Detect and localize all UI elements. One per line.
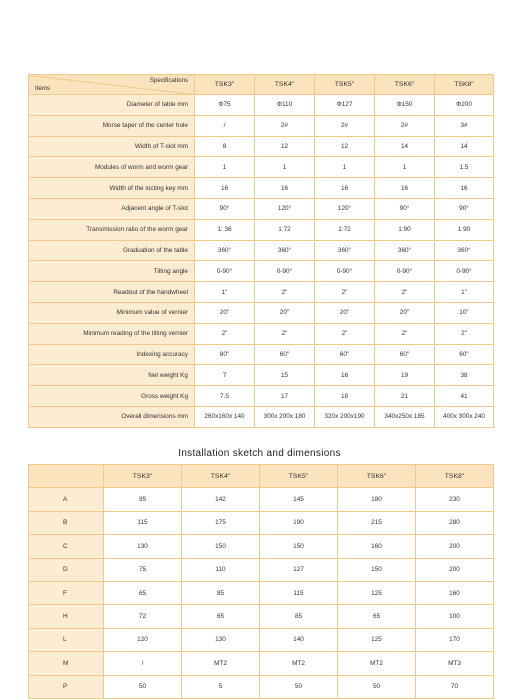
spec-cell: 1: 36 bbox=[195, 219, 255, 240]
spec-cell: 360° bbox=[195, 240, 255, 261]
dim-cell: 115 bbox=[260, 581, 338, 604]
spec-cell: 2" bbox=[435, 323, 494, 344]
spec-cell: 2" bbox=[315, 323, 375, 344]
dim-col-header: TSK8" bbox=[416, 465, 494, 488]
spec-row bbox=[29, 240, 494, 261]
spec-row-label: Morse taper of the center hole bbox=[29, 115, 195, 136]
spec-cell: 16 bbox=[315, 365, 375, 386]
dim-cell: 65 bbox=[182, 605, 260, 628]
dim-cell: / bbox=[104, 652, 182, 675]
dim-cell: 150 bbox=[182, 535, 260, 558]
dim-cell: 180 bbox=[338, 488, 416, 511]
dim-cell: 130 bbox=[104, 535, 182, 558]
spec-cell: 1 bbox=[255, 157, 315, 178]
spec-row bbox=[29, 115, 494, 136]
spec-header-row bbox=[29, 75, 494, 95]
dim-cell: MT2 bbox=[260, 652, 338, 675]
dim-cell: 95 bbox=[104, 488, 182, 511]
spec-cell: 360° bbox=[435, 240, 494, 261]
spec-cell: 60" bbox=[315, 344, 375, 365]
spec-cell: 21 bbox=[375, 386, 435, 407]
dim-cell: 150 bbox=[260, 535, 338, 558]
spec-col-header: TSK6" bbox=[375, 75, 435, 95]
dim-cell: 130 bbox=[182, 628, 260, 651]
spec-cell: 1" bbox=[195, 282, 255, 303]
dim-col-header: TSK5" bbox=[260, 465, 338, 488]
dim-row bbox=[29, 488, 494, 511]
dim-cell: 145 bbox=[260, 488, 338, 511]
dim-cell: 200 bbox=[416, 558, 494, 581]
spec-row-label: Width of T-slot mm bbox=[29, 136, 195, 157]
dim-cell: 65 bbox=[104, 581, 182, 604]
spec-cell: 360° bbox=[315, 240, 375, 261]
spec-row-label: Graduation of the table bbox=[29, 240, 195, 261]
dim-row bbox=[29, 652, 494, 675]
spec-cell: 19 bbox=[375, 365, 435, 386]
spec-col-header: TSK8" bbox=[435, 75, 494, 95]
spec-cell: 360° bbox=[375, 240, 435, 261]
dim-cell: 72 bbox=[104, 605, 182, 628]
dim-cell: 140 bbox=[260, 628, 338, 651]
dim-cell: 50 bbox=[338, 675, 416, 698]
dim-row-label: D bbox=[29, 558, 104, 581]
spec-cell: 2" bbox=[195, 323, 255, 344]
spec-row bbox=[29, 323, 494, 344]
spec-cell: 17 bbox=[255, 386, 315, 407]
spec-cell: 2" bbox=[255, 323, 315, 344]
spec-row-label: Adjacent angle of T-slot bbox=[29, 198, 195, 219]
dim-cell: 142 bbox=[182, 488, 260, 511]
dim-cell: 5 bbox=[182, 675, 260, 698]
dim-corner-cell bbox=[29, 465, 104, 488]
spec-row-label: Tilting angle bbox=[29, 261, 195, 282]
dim-row-label: M bbox=[29, 652, 104, 675]
dim-row-label: F bbox=[29, 581, 104, 604]
dim-cell: 215 bbox=[338, 511, 416, 534]
spec-cell: 90° bbox=[435, 198, 494, 219]
dim-row bbox=[29, 511, 494, 534]
spec-cell: 16 bbox=[435, 178, 494, 199]
spec-cell: 300x 200x 180 bbox=[255, 406, 315, 427]
dim-row-label: L bbox=[29, 628, 104, 651]
dim-cell: MT3 bbox=[416, 652, 494, 675]
dim-cell: 115 bbox=[104, 511, 182, 534]
spec-cell: 2" bbox=[315, 282, 375, 303]
spec-cell: 400x 300x 240 bbox=[435, 406, 494, 427]
dim-cell: MT2 bbox=[182, 652, 260, 675]
dim-cell: 70 bbox=[416, 675, 494, 698]
spec-row-label: Modules of worm and worm gear bbox=[29, 157, 195, 178]
spec-cell: 20" bbox=[255, 302, 315, 323]
spec-corner-cell bbox=[29, 75, 195, 95]
dim-row bbox=[29, 581, 494, 604]
spec-row bbox=[29, 157, 494, 178]
spec-row bbox=[29, 386, 494, 407]
spec-col-header: TSK5" bbox=[315, 75, 375, 95]
spec-cell: 1:72 bbox=[315, 219, 375, 240]
spec-row-label: Transmission ratio of the worm gear bbox=[29, 219, 195, 240]
dim-row bbox=[29, 535, 494, 558]
dim-cell: 120 bbox=[104, 628, 182, 651]
spec-row bbox=[29, 261, 494, 282]
spec-cell: 2" bbox=[255, 282, 315, 303]
dim-row-label: A bbox=[29, 488, 104, 511]
dim-cell: 125 bbox=[338, 628, 416, 651]
items-label: Items bbox=[35, 85, 51, 92]
spec-cell: 2" bbox=[375, 323, 435, 344]
spec-row bbox=[29, 95, 494, 116]
spec-cell: 15 bbox=[255, 365, 315, 386]
dim-cell: 160 bbox=[338, 535, 416, 558]
spec-cell: 1 bbox=[375, 157, 435, 178]
spec-cell: Φ127 bbox=[315, 95, 375, 116]
spec-cell: 1" bbox=[435, 282, 494, 303]
spec-row-label: Diameter of table mm bbox=[29, 95, 195, 116]
dim-cell: 127 bbox=[260, 558, 338, 581]
spec-row-label: Indexing accuracy bbox=[29, 344, 195, 365]
specifications-label: Specifications bbox=[149, 77, 188, 84]
spec-cell: 320x 200x190 bbox=[315, 406, 375, 427]
spec-cell: Φ150 bbox=[375, 95, 435, 116]
spec-row bbox=[29, 136, 494, 157]
dim-row bbox=[29, 675, 494, 698]
spec-row bbox=[29, 365, 494, 386]
spec-row bbox=[29, 178, 494, 199]
spec-cell: 12 bbox=[255, 136, 315, 157]
spec-cell: 0-90° bbox=[255, 261, 315, 282]
spec-cell: 41 bbox=[435, 386, 494, 407]
spec-row-label: Width of the locting key mm bbox=[29, 178, 195, 199]
spec-row bbox=[29, 344, 494, 365]
spec-cell: 14 bbox=[435, 136, 494, 157]
dim-col-header: TSK6" bbox=[338, 465, 416, 488]
spec-cell: 16 bbox=[375, 178, 435, 199]
spec-row-label: Gross weight Kg bbox=[29, 386, 195, 407]
dim-cell: 280 bbox=[416, 511, 494, 534]
dim-row-label: P bbox=[29, 675, 104, 698]
dim-cell: 230 bbox=[416, 488, 494, 511]
spec-cell: 1 bbox=[195, 157, 255, 178]
dim-cell: 150 bbox=[338, 558, 416, 581]
spec-cell: 120° bbox=[255, 198, 315, 219]
spec-cell: 2# bbox=[375, 115, 435, 136]
dim-cell: 100 bbox=[416, 605, 494, 628]
dimensions-table bbox=[28, 464, 494, 699]
spec-cell: Φ75 bbox=[195, 95, 255, 116]
spec-row-label: Net weight Kg bbox=[29, 365, 195, 386]
spec-cell: Φ110 bbox=[255, 95, 315, 116]
dim-col-header: TSK4" bbox=[182, 465, 260, 488]
dim-table-body bbox=[29, 488, 494, 699]
spec-cell: 20" bbox=[195, 302, 255, 323]
spec-cell: 2# bbox=[255, 115, 315, 136]
spec-cell: 20" bbox=[375, 302, 435, 323]
dim-cell: 175 bbox=[182, 511, 260, 534]
spec-cell: 20" bbox=[315, 302, 375, 323]
dim-cell: 65 bbox=[338, 605, 416, 628]
spec-cell: 2" bbox=[375, 282, 435, 303]
spec-cell: 120° bbox=[315, 198, 375, 219]
spec-cell: / bbox=[195, 115, 255, 136]
spec-cell: 16 bbox=[315, 178, 375, 199]
spec-cell: 0-90° bbox=[375, 261, 435, 282]
dim-row-label: B bbox=[29, 511, 104, 534]
spec-cell: 3# bbox=[435, 115, 494, 136]
spec-row-label: Overall dimensions mm bbox=[29, 406, 195, 427]
spec-cell: 0-90° bbox=[435, 261, 494, 282]
dim-row bbox=[29, 628, 494, 651]
spec-cell: 90° bbox=[195, 198, 255, 219]
dim-cell: 170 bbox=[416, 628, 494, 651]
spec-row bbox=[29, 302, 494, 323]
spec-row-label: Readout of the handwheel bbox=[29, 282, 195, 303]
spec-cell: 260x160x 140 bbox=[195, 406, 255, 427]
dim-cell: 125 bbox=[338, 581, 416, 604]
spec-table-body bbox=[29, 95, 494, 428]
dimensions-title: Installation sketch and dimensions bbox=[178, 448, 341, 459]
dim-cell: 190 bbox=[260, 511, 338, 534]
spec-cell: 7.5 bbox=[195, 386, 255, 407]
spec-cell: 8 bbox=[195, 136, 255, 157]
spec-row bbox=[29, 219, 494, 240]
spec-cell: 7 bbox=[195, 365, 255, 386]
spec-cell: 10" bbox=[435, 302, 494, 323]
specifications-table bbox=[28, 74, 494, 428]
spec-col-header: TSK4" bbox=[255, 75, 315, 95]
spec-cell: 2# bbox=[315, 115, 375, 136]
spec-cell: 0-90° bbox=[315, 261, 375, 282]
dim-cell: 50 bbox=[104, 675, 182, 698]
spec-cell: 14 bbox=[375, 136, 435, 157]
dim-header-row bbox=[29, 465, 494, 488]
spec-col-header: TSK3" bbox=[195, 75, 255, 95]
spec-cell: 12 bbox=[315, 136, 375, 157]
spec-cell: 16 bbox=[195, 178, 255, 199]
spec-cell: 360° bbox=[255, 240, 315, 261]
spec-cell: 1 bbox=[315, 157, 375, 178]
dim-cell: 50 bbox=[260, 675, 338, 698]
dim-cell: 75 bbox=[104, 558, 182, 581]
spec-cell: 1.5 bbox=[435, 157, 494, 178]
spec-cell: 60" bbox=[255, 344, 315, 365]
dim-cell: 85 bbox=[182, 581, 260, 604]
spec-cell: 18 bbox=[315, 386, 375, 407]
spec-cell: 80" bbox=[195, 344, 255, 365]
spec-cell: 16 bbox=[255, 178, 315, 199]
dim-row-label: C bbox=[29, 535, 104, 558]
dim-row-label: H bbox=[29, 605, 104, 628]
spec-cell: 90° bbox=[375, 198, 435, 219]
spec-cell: 60" bbox=[435, 344, 494, 365]
dim-cell: 85 bbox=[260, 605, 338, 628]
spec-cell: 0-90° bbox=[195, 261, 255, 282]
spec-cell: Φ200 bbox=[435, 95, 494, 116]
spec-row bbox=[29, 406, 494, 427]
dim-cell: 160 bbox=[416, 581, 494, 604]
spec-cell: 340x250x 185 bbox=[375, 406, 435, 427]
dim-cell: 200 bbox=[416, 535, 494, 558]
spec-row-label: Minimum value of vernier bbox=[29, 302, 195, 323]
spec-row bbox=[29, 198, 494, 219]
dim-row bbox=[29, 558, 494, 581]
spec-cell: 1:90 bbox=[375, 219, 435, 240]
spec-row-label: Minimum reading of the tilting vernier bbox=[29, 323, 195, 344]
dim-cell: MT2 bbox=[338, 652, 416, 675]
spec-cell: 38 bbox=[435, 365, 494, 386]
spec-row bbox=[29, 282, 494, 303]
dim-cell: 110 bbox=[182, 558, 260, 581]
dim-col-header: TSK3" bbox=[104, 465, 182, 488]
spec-cell: 60" bbox=[375, 344, 435, 365]
spec-cell: 1:90 bbox=[435, 219, 494, 240]
spec-cell: 1:72 bbox=[255, 219, 315, 240]
dim-row bbox=[29, 605, 494, 628]
